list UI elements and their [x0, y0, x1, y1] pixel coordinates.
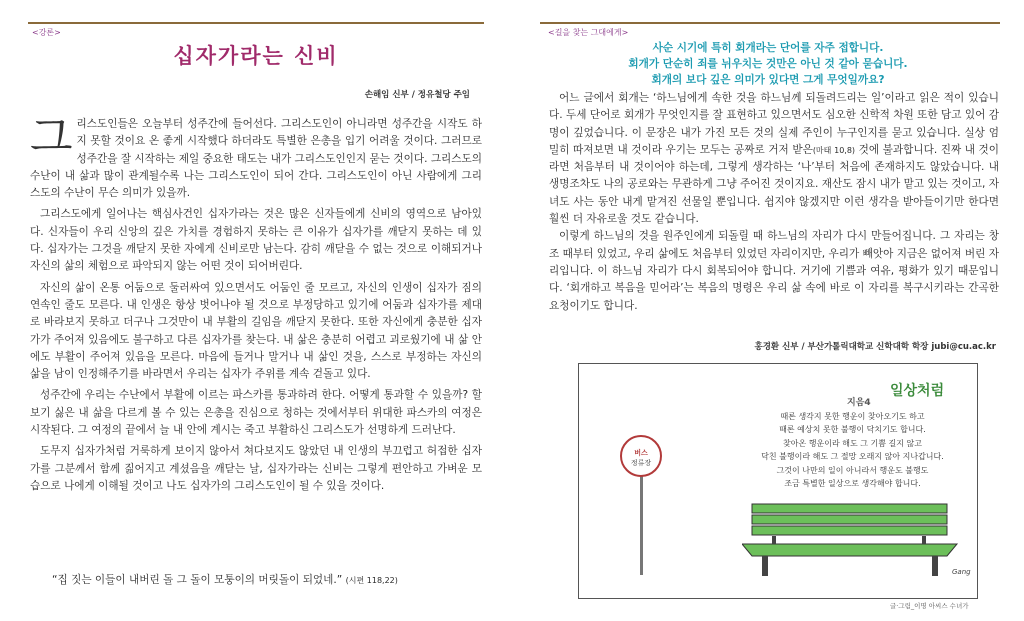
poem-line: 때론 예상치 못한 불행이 닥치기도 합니다.: [779, 425, 926, 435]
question-intro: [512, 40, 1024, 88]
article-title: 십자가라는 신비: [173, 44, 339, 68]
paragraph-text: 어느 글에서 회개는 ‘하느님에게 속한 것을 하느님께 되돌려드리는 일’이라고 읽은 적이 있습니다. 두세 단어로 회개가 무엇인지를 잘 표현하고 있으면서도 심오한 신학적 차원 또한 담고 있어 감명이 깊었습니다. 이 문장은 내가 가진 모든 것의 실제 주인이 누구인지를 묻고 있습니다. 실상 엄밀히 따져보면 내 것이라 우기는 모두는 공짜로 거저 받은: [549, 92, 999, 156]
intro-line: 사순 시기에 특히 회개라는 단어를 자주 접합니다.: [652, 42, 884, 54]
bus-stop-sign: [620, 435, 662, 477]
poem: [740, 410, 965, 490]
paragraph: 성주간에 우리는 수난에서 부활에 이르는 파스카를 통과하려 한다. 어떻게 통과할 수 있을까? 할 보기 싫은 내 삶을 다르게 볼 수 있는 은총을 진심으로 청하는 것에서부터 위대한 파스카의 여정은 시작된다. 그 여정의 끝에서 늘 내 안에 계시는 죽고 부활하신 그리스도가 선명하게 드러난다.: [30, 389, 482, 437]
scripture-reference: (마태 10,8): [812, 145, 856, 155]
intro-line: 회개가 단순히 죄를 뉘우치는 것만은 아닌 것 같아 묻습니다.: [628, 58, 908, 70]
sign-label-top: 버스: [634, 449, 648, 457]
section-label: <길을 찾는 그대에게>: [548, 28, 629, 37]
intro-line: 회개의 보다 깊은 의미가 있다면 그게 무엇일까요?: [651, 74, 885, 86]
paragraph: 도무지 십자가처럼 거룩하게 보이지 않아서 쳐다보지도 않았던 내 인생의 부끄럽고 허접한 십자가를 그분께서 함께 짊어지고 계셨음을 깨닫는 날, 십자가라는 신비는 그렇게 편안하고 가벼운 모습으로 나에게 이해될 것이고 나도 십자가의 그리스도인이 될 수 있을 것이다.: [30, 445, 482, 492]
drop-cap: 그: [30, 112, 73, 163]
paragraph: 이렇게 하느님의 것을 원주인에게 되돌릴 때 하느님의 자리가 다시 만들어집니다. 그 자리는 창조 때부터 있었고, 우리 삶에도 처음부터 있었던 자리이지만, 우리가 빼앗아 지금은 없어져 버린 자리입니다. 이 하느님 자리가 다시 회복되어야 합니다. 거기에 기쁨과 여유, 평화가 있기 때문입니다. ‘회개하고 복음을 믿어라’는 복음의 명령은 우리 삶 속에 바로 이 자리를 복구시키라는 간곡한 요청이기도 합니다.: [549, 230, 999, 312]
bench-icon: [742, 500, 962, 580]
sign-label-bottom: 정류장: [630, 459, 652, 467]
answer-author: 홍경환 신부 / 부산가톨릭대학교 신학대학 학장 jubi@cu.ac.kr: [754, 342, 996, 352]
poem-line: 닥친 불행이라 해도 그 절망 오래지 않아 지나갑니다.: [761, 452, 944, 462]
paragraph-text: 것에 불과합니다. 진짜 내 것이라면 처음부터 내 것이어야 하는데, 그렇게 생각하는 ‘나’부터 처음에 존재하지도 않았습니다. 내 생명조차도 나의 공로와는 무관하게 그냥 주어진 것이지요. 재산도 잠시 내가 맡고 있는 것이고, 자녀도 사는 동안 내게 맡겨진 선물일 뿐입니다. 쉽지야 않겠지만 이런 생각을 받아들이기만 한다면 훨씬 더 자유로울 것도 같습니다.: [549, 143, 1000, 226]
card-number: 지음4: [847, 398, 871, 408]
paragraph-text: 리스도인들은 오늘부터 성주간에 들어선다. 그리스도인이 아니라면 성주간을 시작도 하지 못할 것이요 온 좋게 시작했다 하더라도 특별한 은총을 입기 어려울 것이다. 그러므로 성주간을 잘 시작하는 제일 중요한 태도는 내가 그리스도인인지 묻는 것이다. 그리스도의 수난이 내 삶과 많이 관계될수록 나는 그리스도인이 되어 간다. 그리스도인이 아닌 사람에게 그리스도의 수난이 무슨 의미가 있을까.: [30, 118, 482, 200]
poem-line: 조금 특별한 일상으로 생각해야 합니다.: [784, 479, 921, 489]
poem-line: 때론 생각지 못한 행운이 찾아오기도 하고: [780, 412, 925, 421]
signature: Gang: [952, 568, 971, 576]
poem-line: 그것이 나만의 일이 아니라서 행운도 불행도: [776, 465, 929, 475]
section-label: <강론>: [32, 28, 61, 37]
paragraph: 자신의 삶이 온통 어둠으로 둘러싸여 있으면서도 어둠인 줄 모르고, 자신의 인생이 십자가 짐의 연속인 줄도 모른다. 내 인생은 항상 벗어나야 될 것으로 부정당하고 있기에 어둠과 십자가를 제대로 바라보지 못하고 더구나 그것만이 내 부활의 길임을 깨닫지 못한다. 또한 자신에게 충분한 십자가가 주어져 있음에도 불구하고 다른 십자가를 찾는다. 내 삶은 충분히 어렵고 괴로웠기에 내 삶 안에도 부활이 주어져 있음을 모른다. 마음에 들거나 말거나 내 삶인 것을, 스스로 부정하는 자신의 삶을 남이 인정해주기를 바라면서 우리는 십자가 주위를 계속 걷돌고 있다.: [30, 281, 482, 381]
header-rule: [28, 22, 484, 24]
quote-reference: (시편 118,22): [345, 576, 398, 585]
card-title: 일상처럼: [890, 383, 945, 399]
paragraph: [30, 112, 482, 202]
header-rule: [540, 22, 1000, 24]
bus-stop-pole: [640, 475, 643, 575]
article-body: [30, 112, 482, 499]
scripture-quote: [52, 572, 398, 587]
illustration-credit: 글·그림_이명 아씨스 수녀가: [890, 602, 969, 610]
paragraph: [549, 90, 999, 228]
poem-line: 찾아온 행운이라 해도 그 기쁨 길지 않고: [783, 438, 922, 448]
article-author: 손해임 신부 / 정유철당 주임: [364, 90, 470, 100]
answer-body: [549, 90, 999, 315]
paragraph: 그리스도에게 일어나는 핵심사건인 십자가라는 것은 많은 신자들에게 신비의 영역으로 남아있다. 신자들이 우리 신앙의 깊은 가치를 경험하지 못하는 큰 이유가 십자가를 깨닫지 못하는 데 있다. 십자가는 그것을 깨닫지 못한 자에게 신비로만 남는다. 감히 깨닫을 수 없는 것으로 이해되거나 자신의 삶의 체험으로 파악되지 않는 어떤 것이 되어버린다.: [30, 208, 482, 273]
quote-text: “집 짓는 이들이 내버린 돌 그 돌이 모퉁이의 머릿돌이 되었네.”: [52, 574, 343, 586]
